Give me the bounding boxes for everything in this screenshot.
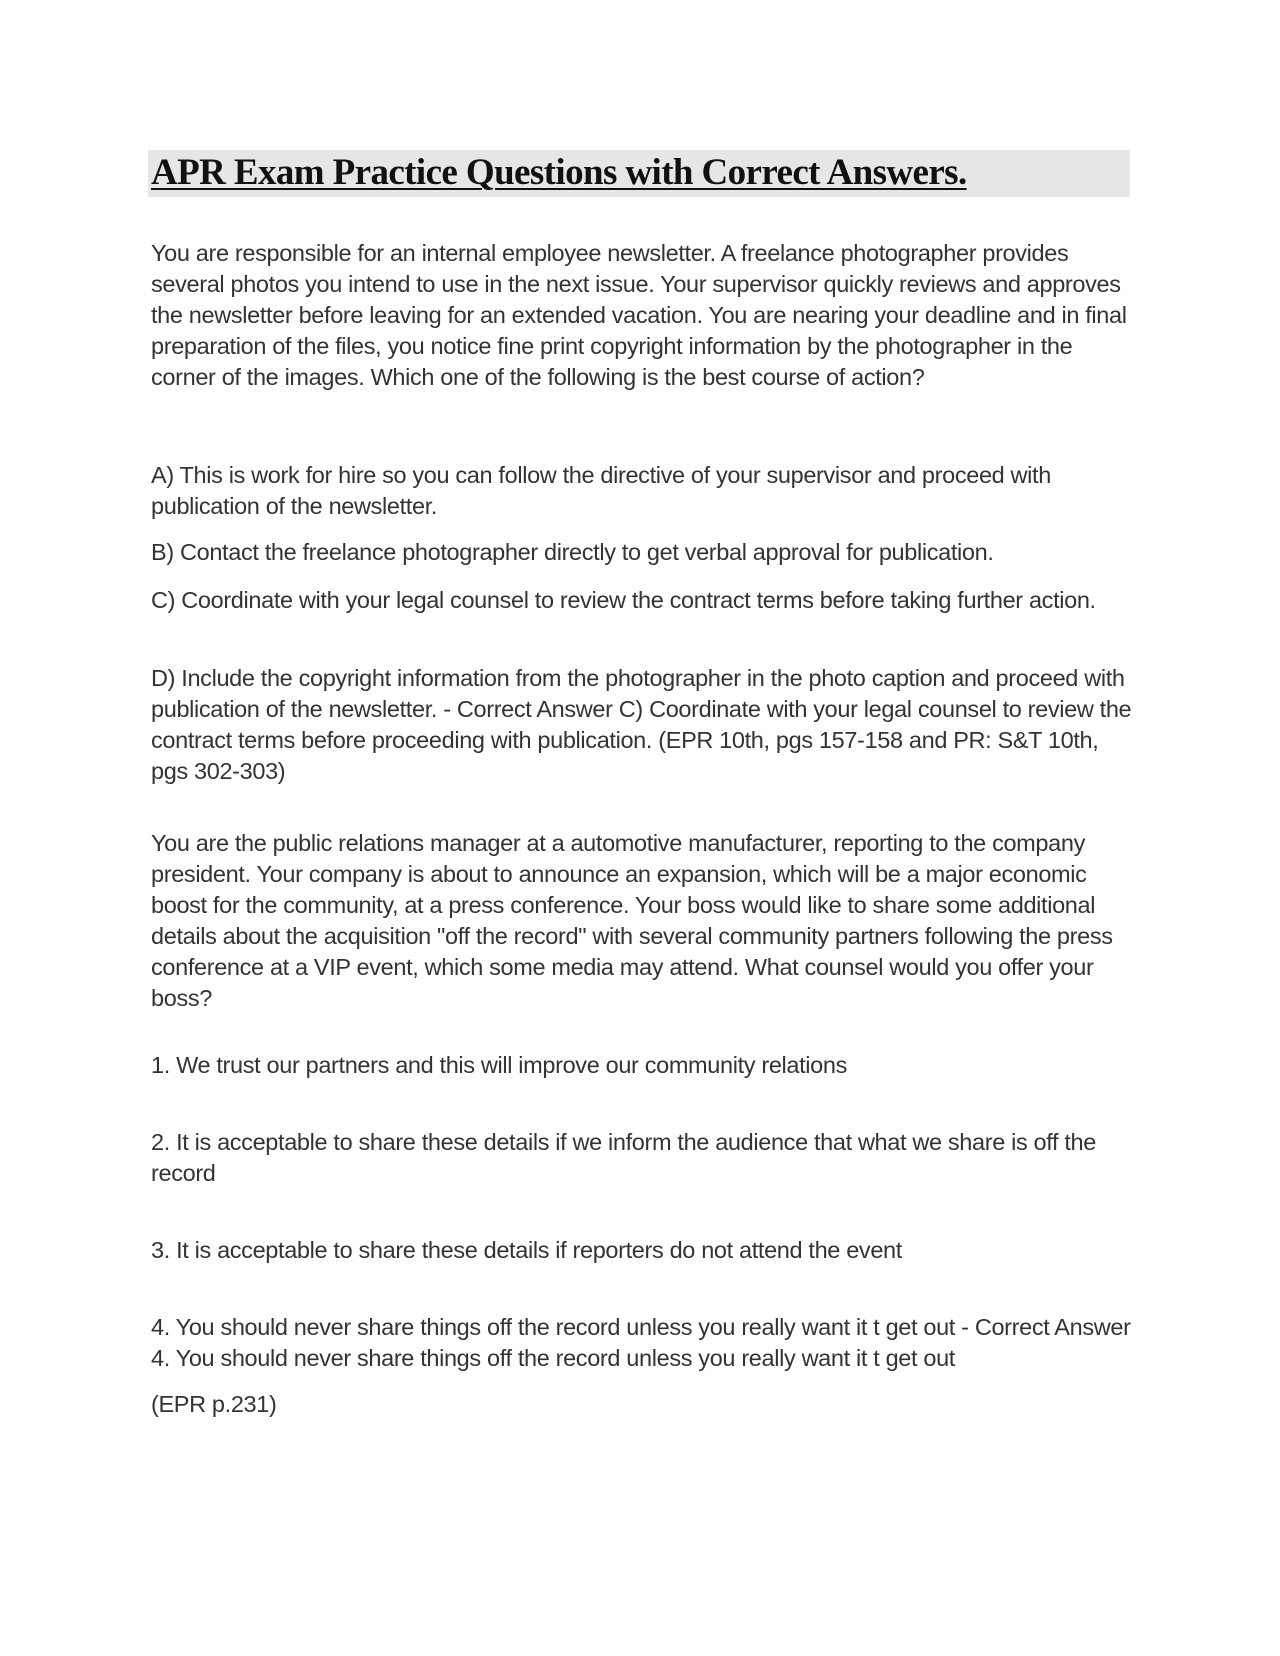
question-2-option-2: 2. It is acceptable to share these details if we inform the audience that what we share is off the record xyxy=(151,1129,1096,1186)
question-2-reference: (EPR p.231) xyxy=(151,1391,277,1417)
document-title: APR Exam Practice Questions with Correct Answers. xyxy=(151,152,967,193)
question-2-text: You are the public relations manager at a automotive manufacturer, reporting to the company president. Your company is about to announce an expansion, which will be a major economic boost for the community, at a press conference. Your boss would like to share some additional details about the acquisition "off the record" with several community partners following the press conference at a VIP event, which some media may attend. What counsel would you offer your boss? xyxy=(151,830,1113,1011)
question-1-option-c: C) Coordinate with your legal counsel to review the contract terms before taking further action. xyxy=(151,587,1096,613)
question-2-option-3: 3. It is acceptable to share these details if reporters do not attend the event xyxy=(151,1237,902,1263)
question-1-option-b: B) Contact the freelance photographer directly to get verbal approval for publication. xyxy=(151,539,994,565)
question-1-option-a: A) This is work for hire so you can follow the directive of your supervisor and proceed with publication of the newsletter. xyxy=(151,462,1051,519)
question-2-option-1: 1. We trust our partners and this will improve our community relations xyxy=(151,1052,848,1078)
question-1-option-d-answer: D) Include the copyright information from the photographer in the photo caption and proceed with publication of the newsletter. - Correct Answer C) Coordinate with your legal counsel to review the contract terms before proceeding with publication. (EPR 10th, pgs 157-158 and PR: S&T 10th, pgs 302-303) xyxy=(151,665,1132,784)
question-2-option-4-answer: 4. You should never share things off the record unless you really want it t get out - Correct Answer 4. You should never share things off the record unless you really want it t get out xyxy=(151,1314,1131,1371)
question-1-text: You are responsible for an internal employee newsletter. A freelance photographer provides several photos you intend to use in the next issue. Your supervisor quickly reviews and approves the newsletter before leaving for an extended vacation. You are nearing your deadline and in final preparation of the files, you notice fine print copyright information by the photographer in the corner of the images. Which one of the following is the best course of action? xyxy=(151,240,1127,390)
